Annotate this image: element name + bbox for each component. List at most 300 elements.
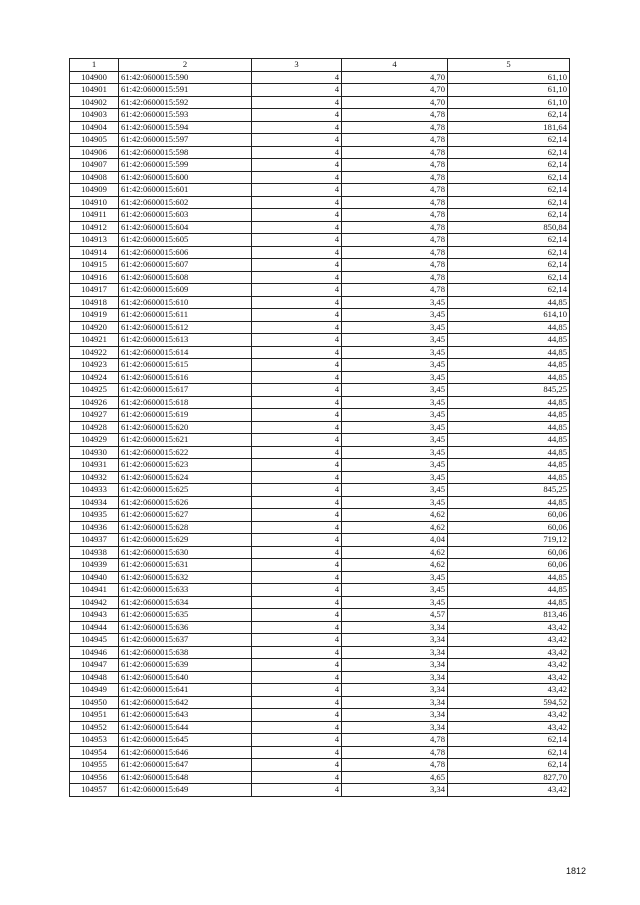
value-cell: 4 [252,159,342,172]
value-cell: 4 [252,184,342,197]
table-row [70,759,570,772]
cadastral-number-cell: 61:42:0600015:607 [119,259,252,272]
value-cell: 4 [252,471,342,484]
table-header [70,59,570,72]
rate-cell: 3,34 [342,659,448,672]
value-cell: 4 [252,484,342,497]
rate-cell: 3,45 [342,396,448,409]
amount-cell: 43,42 [448,621,570,634]
cadastral-number-cell: 61:42:0600015:641 [119,684,252,697]
row-number-cell: 104930 [70,446,119,459]
amount-cell: 62,14 [448,184,570,197]
cadastral-number-cell: 61:42:0600015:617 [119,384,252,397]
row-number-cell: 104909 [70,184,119,197]
row-number-cell: 104943 [70,609,119,622]
value-cell: 4 [252,446,342,459]
cadastral-number-cell: 61:42:0600015:608 [119,271,252,284]
row-number-cell: 104928 [70,421,119,434]
row-number-cell: 104925 [70,384,119,397]
cadastral-number-cell: 61:42:0600015:638 [119,646,252,659]
rate-cell: 3,45 [342,484,448,497]
table-row [70,346,570,359]
amount-cell: 43,42 [448,684,570,697]
row-number-cell: 104935 [70,509,119,522]
rate-cell: 4,78 [342,759,448,772]
table-row [70,371,570,384]
value-cell: 4 [252,784,342,797]
amount-cell: 44,85 [448,396,570,409]
table-row [70,359,570,372]
table-row [70,684,570,697]
row-number-cell: 104914 [70,246,119,259]
table-row [70,209,570,222]
row-number-cell: 104911 [70,209,119,222]
cadastral-number-cell: 61:42:0600015:619 [119,409,252,422]
table-row [70,509,570,522]
cadastral-number-cell: 61:42:0600015:602 [119,196,252,209]
rate-cell: 3,34 [342,696,448,709]
table-row [70,171,570,184]
table-row [70,721,570,734]
row-number-cell: 104902 [70,96,119,109]
rate-cell: 4,78 [342,109,448,122]
row-number-cell: 104910 [70,196,119,209]
amount-cell: 43,42 [448,709,570,722]
rate-cell: 3,34 [342,646,448,659]
amount-cell: 813,46 [448,609,570,622]
row-number-cell: 104956 [70,771,119,784]
table-row [70,671,570,684]
cadastral-number-cell: 61:42:0600015:633 [119,584,252,597]
rate-cell: 3,45 [342,471,448,484]
cadastral-number-cell: 61:42:0600015:644 [119,721,252,734]
table-row [70,734,570,747]
cadastral-number-cell: 61:42:0600015:626 [119,496,252,509]
amount-cell: 614,10 [448,309,570,322]
amount-cell: 62,14 [448,146,570,159]
row-number-cell: 104940 [70,571,119,584]
rate-cell: 3,45 [342,571,448,584]
rate-cell: 4,78 [342,271,448,284]
table-row [70,709,570,722]
value-cell: 4 [252,71,342,84]
rate-cell: 3,34 [342,671,448,684]
amount-cell: 62,14 [448,109,570,122]
value-cell: 4 [252,434,342,447]
rate-cell: 3,45 [342,384,448,397]
table-row [70,259,570,272]
amount-cell: 44,85 [448,359,570,372]
amount-cell: 719,12 [448,534,570,547]
table-row [70,621,570,634]
table-row [70,71,570,84]
row-number-cell: 104949 [70,684,119,697]
amount-cell: 43,42 [448,646,570,659]
table-row [70,496,570,509]
cadastral-number-cell: 61:42:0600015:647 [119,759,252,772]
value-cell: 4 [252,696,342,709]
table-row [70,146,570,159]
amount-cell: 43,42 [448,634,570,647]
rate-cell: 4,62 [342,509,448,522]
value-cell: 4 [252,709,342,722]
amount-cell: 60,06 [448,509,570,522]
amount-cell: 44,85 [448,421,570,434]
rate-cell: 4,78 [342,184,448,197]
rate-cell: 3,45 [342,309,448,322]
row-number-cell: 104915 [70,259,119,272]
row-number-cell: 104918 [70,296,119,309]
rate-cell: 4,78 [342,171,448,184]
amount-cell: 44,85 [448,321,570,334]
rate-cell: 3,34 [342,684,448,697]
table-row [70,271,570,284]
amount-cell: 43,42 [448,671,570,684]
table-row [70,134,570,147]
rate-cell: 4,78 [342,734,448,747]
cadastral-number-cell: 61:42:0600015:648 [119,771,252,784]
value-cell: 4 [252,271,342,284]
amount-cell: 62,14 [448,234,570,247]
value-cell: 4 [252,734,342,747]
rate-cell: 3,34 [342,621,448,634]
amount-cell: 61,10 [448,96,570,109]
amount-cell: 60,06 [448,521,570,534]
table-row [70,221,570,234]
cadastral-number-cell: 61:42:0600015:640 [119,671,252,684]
value-cell: 4 [252,296,342,309]
rate-cell: 3,45 [342,496,448,509]
cadastral-number-cell: 61:42:0600015:649 [119,784,252,797]
amount-cell: 62,14 [448,196,570,209]
rate-cell: 3,34 [342,634,448,647]
cadastral-number-cell: 61:42:0600015:613 [119,334,252,347]
value-cell: 4 [252,171,342,184]
value-cell: 4 [252,121,342,134]
column-header: 5 [448,59,570,72]
value-cell: 4 [252,334,342,347]
row-number-cell: 104931 [70,459,119,472]
amount-cell: 44,85 [448,434,570,447]
row-number-cell: 104908 [70,171,119,184]
cadastral-number-cell: 61:42:0600015:620 [119,421,252,434]
cadastral-number-cell: 61:42:0600015:642 [119,696,252,709]
amount-cell: 845,25 [448,484,570,497]
table-row [70,284,570,297]
cadastral-number-cell: 61:42:0600015:630 [119,546,252,559]
cadastral-number-cell: 61:42:0600015:629 [119,534,252,547]
value-cell: 4 [252,134,342,147]
amount-cell: 62,14 [448,734,570,747]
rate-cell: 4,78 [342,284,448,297]
amount-cell: 62,14 [448,134,570,147]
amount-cell: 43,42 [448,659,570,672]
table-row [70,471,570,484]
row-number-cell: 104913 [70,234,119,247]
rate-cell: 4,70 [342,71,448,84]
page-number: 1812 [565,866,586,876]
column-header: 4 [342,59,448,72]
value-cell: 4 [252,84,342,97]
cadastral-number-cell: 61:42:0600015:632 [119,571,252,584]
amount-cell: 44,85 [448,371,570,384]
rate-cell: 4,78 [342,134,448,147]
amount-cell: 61,10 [448,71,570,84]
value-cell: 4 [252,196,342,209]
cadastral-number-cell: 61:42:0600015:606 [119,246,252,259]
table-row [70,246,570,259]
column-header: 3 [252,59,342,72]
rate-cell: 4,78 [342,121,448,134]
row-number-cell: 104917 [70,284,119,297]
rate-cell: 3,45 [342,584,448,597]
rate-cell: 3,45 [342,421,448,434]
table-row [70,534,570,547]
amount-cell: 44,85 [448,296,570,309]
cadastral-number-cell: 61:42:0600015:593 [119,109,252,122]
table-row [70,659,570,672]
row-number-cell: 104923 [70,359,119,372]
cadastral-number-cell: 61:42:0600015:643 [119,709,252,722]
cadastral-number-cell: 61:42:0600015:604 [119,221,252,234]
row-number-cell: 104954 [70,746,119,759]
table-row [70,596,570,609]
amount-cell: 44,85 [448,446,570,459]
amount-cell: 44,85 [448,334,570,347]
value-cell: 4 [252,646,342,659]
cadastral-number-cell: 61:42:0600015:599 [119,159,252,172]
row-number-cell: 104936 [70,521,119,534]
amount-cell: 827,70 [448,771,570,784]
value-cell: 4 [252,521,342,534]
value-cell: 4 [252,584,342,597]
row-number-cell: 104906 [70,146,119,159]
cadastral-number-cell: 61:42:0600015:615 [119,359,252,372]
cadastral-number-cell: 61:42:0600015:634 [119,596,252,609]
rate-cell: 3,45 [342,434,448,447]
table-row [70,584,570,597]
amount-cell: 62,14 [448,209,570,222]
row-number-cell: 104945 [70,634,119,647]
value-cell: 4 [252,721,342,734]
row-number-cell: 104951 [70,709,119,722]
rate-cell: 4,78 [342,246,448,259]
row-number-cell: 104932 [70,471,119,484]
cadastral-number-cell: 61:42:0600015:624 [119,471,252,484]
row-number-cell: 104939 [70,559,119,572]
amount-cell: 60,06 [448,546,570,559]
table-row [70,696,570,709]
rate-cell: 4,78 [342,234,448,247]
rate-cell: 4,78 [342,146,448,159]
cadastral-number-cell: 61:42:0600015:614 [119,346,252,359]
cadastral-number-cell: 61:42:0600015:600 [119,171,252,184]
row-number-cell: 104933 [70,484,119,497]
rate-cell: 3,45 [342,446,448,459]
cadastral-number-cell: 61:42:0600015:622 [119,446,252,459]
row-number-cell: 104926 [70,396,119,409]
row-number-cell: 104941 [70,584,119,597]
row-number-cell: 104907 [70,159,119,172]
cadastral-number-cell: 61:42:0600015:623 [119,459,252,472]
row-number-cell: 104957 [70,784,119,797]
cadastral-number-cell: 61:42:0600015:646 [119,746,252,759]
rate-cell: 3,45 [342,321,448,334]
amount-cell: 845,25 [448,384,570,397]
amount-cell: 44,85 [448,584,570,597]
rate-cell: 3,45 [342,359,448,372]
cadastral-number-cell: 61:42:0600015:621 [119,434,252,447]
rate-cell: 4,70 [342,84,448,97]
table-row [70,96,570,109]
amount-cell: 60,06 [448,559,570,572]
rate-cell: 3,34 [342,721,448,734]
value-cell: 4 [252,609,342,622]
rate-cell: 4,78 [342,209,448,222]
cadastral-number-cell: 61:42:0600015:628 [119,521,252,534]
row-number-cell: 104912 [70,221,119,234]
rate-cell: 3,45 [342,459,448,472]
row-number-cell: 104900 [70,71,119,84]
cadastral-number-cell: 61:42:0600015:597 [119,134,252,147]
value-cell: 4 [252,346,342,359]
data-table [69,58,570,797]
amount-cell: 44,85 [448,571,570,584]
cadastral-number-cell: 61:42:0600015:609 [119,284,252,297]
amount-cell: 44,85 [448,409,570,422]
cadastral-number-cell: 61:42:0600015:625 [119,484,252,497]
rate-cell: 4,62 [342,521,448,534]
rate-cell: 3,45 [342,296,448,309]
row-number-cell: 104953 [70,734,119,747]
table-row [70,434,570,447]
amount-cell: 62,14 [448,759,570,772]
value-cell: 4 [252,546,342,559]
rate-cell: 4,70 [342,96,448,109]
value-cell: 4 [252,359,342,372]
amount-cell: 850,84 [448,221,570,234]
value-cell: 4 [252,746,342,759]
amount-cell: 62,14 [448,746,570,759]
row-number-cell: 104948 [70,671,119,684]
table-row [70,296,570,309]
table-row [70,159,570,172]
row-number-cell: 104920 [70,321,119,334]
cadastral-number-cell: 61:42:0600015:603 [119,209,252,222]
value-cell: 4 [252,421,342,434]
table-row [70,196,570,209]
table-row [70,784,570,797]
value-cell: 4 [252,534,342,547]
rate-cell: 4,57 [342,609,448,622]
value-cell: 4 [252,596,342,609]
value-cell: 4 [252,409,342,422]
rate-cell: 4,62 [342,546,448,559]
rate-cell: 4,78 [342,259,448,272]
table-row [70,646,570,659]
table-row [70,609,570,622]
amount-cell: 62,14 [448,259,570,272]
rate-cell: 3,45 [342,346,448,359]
table-row [70,334,570,347]
table-row [70,521,570,534]
amount-cell: 62,14 [448,159,570,172]
amount-cell: 61,10 [448,84,570,97]
amount-cell: 181,64 [448,121,570,134]
cadastral-number-cell: 61:42:0600015:627 [119,509,252,522]
table-row [70,446,570,459]
rate-cell: 4,78 [342,221,448,234]
table-row [70,121,570,134]
cadastral-number-cell: 61:42:0600015:598 [119,146,252,159]
column-header: 1 [70,59,119,72]
table-row [70,184,570,197]
table-row [70,559,570,572]
value-cell: 4 [252,759,342,772]
amount-cell: 44,85 [448,496,570,509]
table-row [70,746,570,759]
table-row [70,396,570,409]
cadastral-number-cell: 61:42:0600015:611 [119,309,252,322]
cadastral-number-cell: 61:42:0600015:610 [119,296,252,309]
value-cell: 4 [252,671,342,684]
value-cell: 4 [252,559,342,572]
table-row [70,571,570,584]
row-number-cell: 104946 [70,646,119,659]
value-cell: 4 [252,259,342,272]
cadastral-number-cell: 61:42:0600015:616 [119,371,252,384]
table-body [70,71,570,796]
cadastral-number-cell: 61:42:0600015:594 [119,121,252,134]
value-cell: 4 [252,634,342,647]
rate-cell: 3,45 [342,371,448,384]
cadastral-number-cell: 61:42:0600015:637 [119,634,252,647]
row-number-cell: 104901 [70,84,119,97]
column-header: 2 [119,59,252,72]
value-cell: 4 [252,384,342,397]
amount-cell: 62,14 [448,171,570,184]
table-row [70,409,570,422]
cadastral-number-cell: 61:42:0600015:605 [119,234,252,247]
header-row [70,59,570,72]
table-row [70,771,570,784]
value-cell: 4 [252,146,342,159]
row-number-cell: 104934 [70,496,119,509]
value-cell: 4 [252,459,342,472]
cadastral-number-cell: 61:42:0600015:590 [119,71,252,84]
cadastral-number-cell: 61:42:0600015:612 [119,321,252,334]
value-cell: 4 [252,621,342,634]
table-row [70,384,570,397]
amount-cell: 43,42 [448,721,570,734]
rate-cell: 4,78 [342,746,448,759]
cadastral-number-cell: 61:42:0600015:636 [119,621,252,634]
value-cell: 4 [252,321,342,334]
value-cell: 4 [252,96,342,109]
cadastral-number-cell: 61:42:0600015:639 [119,659,252,672]
cadastral-number-cell: 61:42:0600015:618 [119,396,252,409]
rate-cell: 4,65 [342,771,448,784]
row-number-cell: 104952 [70,721,119,734]
row-number-cell: 104937 [70,534,119,547]
row-number-cell: 104916 [70,271,119,284]
amount-cell: 62,14 [448,246,570,259]
value-cell: 4 [252,771,342,784]
row-number-cell: 104924 [70,371,119,384]
amount-cell: 44,85 [448,459,570,472]
table-row [70,459,570,472]
amount-cell: 62,14 [448,271,570,284]
